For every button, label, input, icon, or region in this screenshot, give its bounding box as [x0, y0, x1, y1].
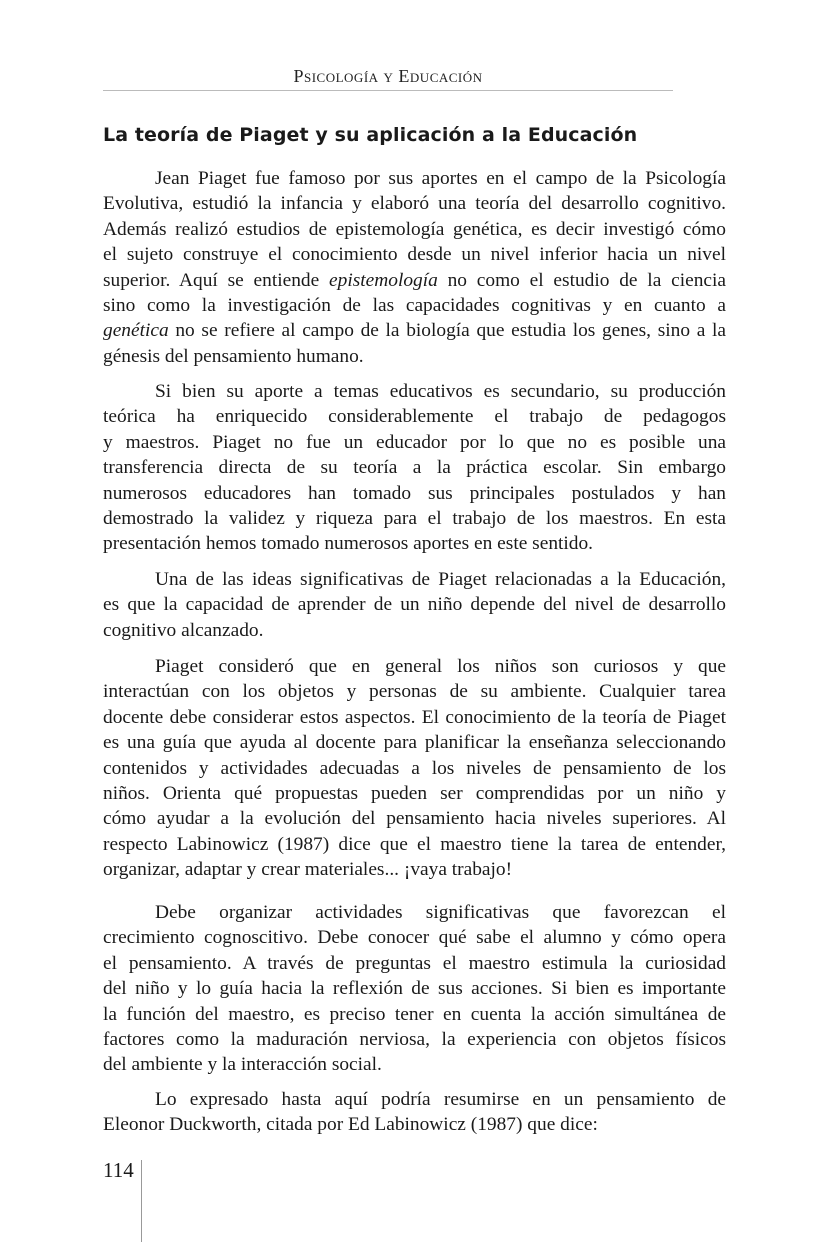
paragraph	[103, 567, 726, 643]
text-line	[103, 268, 726, 293]
text-line: transferencia directa de su teoría a la práctica escolar. Sin embargo	[103, 457, 726, 479]
text-line: Lo expresado hasta aquí podría resumirse en un pensamiento de	[155, 1089, 726, 1110]
page-number: 114	[103, 1158, 134, 1182]
text-line: del niño y lo guía hacia la reflexión de sus acciones. Si bien es importante	[103, 978, 726, 1000]
text-line: del ambiente y la interacción social.	[103, 1054, 382, 1076]
running-header: Psicología y Educación	[293, 66, 483, 86]
text-line: génesis del pensamiento humano.	[103, 345, 364, 367]
text-line: el sujeto construye el conocimiento desde un nivel inferior hacia un nivel	[103, 244, 726, 266]
text-line: sino como la investigación de las capacidades cognitivas y en cuanto a	[103, 294, 726, 316]
text-line: Jean Piaget fue famoso por sus aportes en el campo de la Psicología	[155, 168, 726, 189]
text-line: Una de las ideas significativas de Piaget relacionadas a la Educación,	[155, 569, 726, 590]
text-line: es una guía que ayuda al docente para planificar la enseñanza seleccionando	[103, 732, 726, 754]
page-number-rule	[141, 1160, 142, 1242]
text-line: teórica ha enriquecido considerablemente el trabajo de pedagogos	[103, 406, 726, 428]
text-line: interactúan con los objetos y personas de su ambiente. Cualquier tarea	[103, 681, 726, 703]
text-line: crecimiento cognoscitivo. Debe conocer qué sabe el alumno y cómo opera	[103, 927, 726, 949]
text-segment: superior. Aquí se entiende	[103, 269, 330, 291]
italic-term: epistemología	[329, 269, 438, 291]
text-line: y maestros. Piaget no fue un educador por lo que no es posible una	[103, 431, 726, 453]
text-line: numerosos educadores han tomado sus principales postulados y han	[103, 482, 726, 504]
text-line: Eleonor Duckworth, citada por Ed Labinowicz (1987) que dice:	[103, 1114, 598, 1136]
text-segment: no se refiere al campo de la biología que estudia los genes, sino a la	[168, 320, 726, 342]
text-line: la función del maestro, es preciso tener en cuenta la acción simultánea de	[103, 1003, 726, 1025]
text-line: factores como la maduración nerviosa, la experiencia con objetos físicos	[103, 1028, 726, 1050]
text-line: niños. Orienta qué propuestas pueden ser comprendidas por un niño y	[103, 782, 726, 804]
italic-term: genética	[103, 320, 169, 342]
paragraph	[103, 1087, 726, 1138]
text-line: demostrado la validez y riqueza para el trabajo de los maestros. En esta	[103, 507, 726, 529]
text-line: Además realizó estudios de epistemología genética, es decir investigó cómo	[103, 218, 726, 240]
paragraph	[103, 379, 726, 557]
section-title: La teoría de Piaget y su aplicación a la Educación	[103, 124, 638, 146]
text-line: Evolutiva, estudió la infancia y elaboró una teoría del desarrollo cognitivo.	[103, 193, 726, 215]
text-line: Si bien su aporte a temas educativos es secundario, su producción	[155, 381, 726, 402]
text-line: docente debe considerar estos aspectos. El conocimiento de la teoría de Piaget	[103, 706, 726, 728]
paragraph	[103, 900, 726, 1078]
text-line: es que la capacidad de aprender de un niño depende del nivel de desarrollo	[103, 594, 726, 616]
text-segment: no como el estudio de la ciencia	[437, 269, 726, 291]
text-line: cognitivo alcanzado.	[103, 619, 264, 641]
text-line: Debe organizar actividades significativas que favorezcan el	[155, 902, 726, 923]
text-line: Piaget consideró que en general los niños son curiosos y que	[155, 656, 726, 677]
text-line	[103, 318, 726, 343]
text-line: organizar, adaptar y crear materiales... ¡vaya trabajo!	[103, 859, 513, 881]
text-line: el pensamiento. A través de preguntas el maestro estimula la curiosidad	[103, 952, 726, 974]
text-line: cómo ayudar a la evolución del pensamiento hacia niveles superiores. Al	[103, 808, 726, 830]
text-line: presentación hemos tomado numerosos aportes en este sentido.	[103, 533, 594, 555]
paragraph	[103, 654, 726, 883]
text-line: contenidos y actividades adecuadas a los niveles de pensamiento de los	[103, 757, 726, 779]
paragraph	[103, 166, 726, 369]
text-line: respecto Labinowicz (1987) dice que el maestro tiene la tarea de entender,	[103, 833, 726, 855]
header-divider	[103, 90, 673, 91]
